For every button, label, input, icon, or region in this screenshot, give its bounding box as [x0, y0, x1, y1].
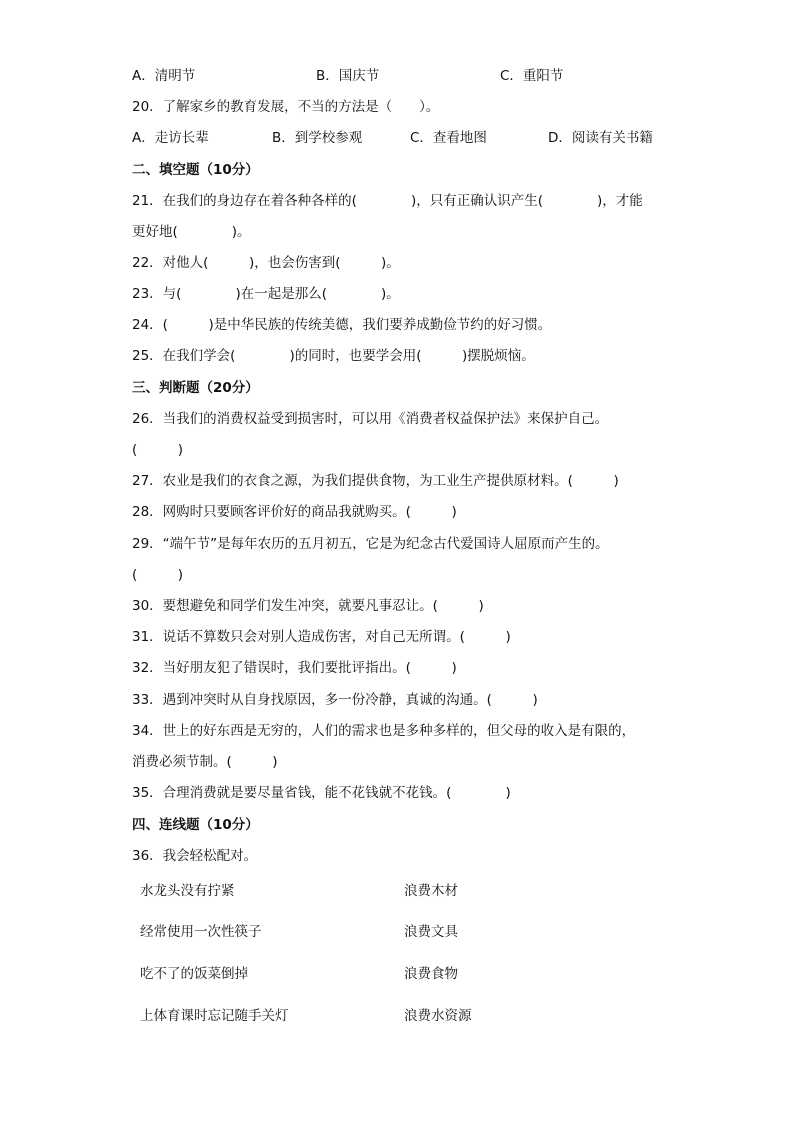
match-right-item: 浪费木材: [404, 883, 458, 899]
q27: 27．农业是我们的衣食之源，为我们提供食物，为工业生产提供原材料。( ): [132, 473, 619, 489]
q24: 24．( )是中华民族的传统美德，我们要养成勤俭节约的好习惯。: [132, 317, 552, 333]
match-left-item: 上体育课时忘记随手关灯: [140, 1008, 289, 1024]
section-heading-true-false: 三、判断题（20分）: [132, 380, 259, 396]
q19-option-a: A．清明节: [132, 68, 196, 84]
q32: 32．当好朋友犯了错误时，我们要批评指出。( ): [132, 660, 457, 676]
q29-line2: ( ): [132, 567, 184, 583]
match-left-item: 经常使用一次性筷子: [140, 924, 262, 940]
q20-option-d: D．阅读有关书籍: [548, 130, 653, 146]
match-right-item: 浪费水资源: [404, 1008, 472, 1024]
section-heading-matching: 四、连线题（10分）: [132, 817, 259, 833]
q20-option-c: C．查看地图: [410, 130, 487, 146]
q19-option-c: C．重阳节: [500, 68, 564, 84]
q23: 23．与( )在一起是那么( )。: [132, 286, 400, 302]
q30: 30．要想避免和同学们发生冲突，就要凡事忍让。( ): [132, 598, 484, 614]
q21-line2: 更好地( )。: [132, 224, 251, 240]
q35: 35．合理消费就是要尽量省钱，能不花钱就不花钱。( ): [132, 785, 511, 801]
q29-line1: 29．“端午节”是每年农历的五月初五，它是为纪念古代爱国诗人屈原而产生的。: [132, 536, 609, 552]
q26-line2: ( ): [132, 442, 184, 458]
match-left-item: 水龙头没有拧紧: [140, 883, 235, 899]
match-left-item: 吃不了的饭菜倒掉: [140, 966, 248, 982]
q33: 33．遇到冲突时从自身找原因，多一份冷静，真诚的沟通。( ): [132, 692, 538, 708]
section-heading-fill-in: 二、填空题（10分）: [132, 162, 259, 178]
q26-line1: 26．当我们的消费权益受到损害时，可以用《消费者权益保护法》来保护自己。: [132, 411, 609, 427]
q20-option-a: A．走访长辈: [132, 130, 209, 146]
q36-stem: 36．我会轻松配对。: [132, 848, 258, 864]
q22: 22．对他人( )，也会伤害到( )。: [132, 255, 400, 271]
q34-line1: 34．世上的好东西是无穷的，人们的需求也是多种多样的，但父母的收入是有限的，: [132, 723, 636, 739]
q19-option-b: B．国庆节: [316, 68, 380, 84]
q34-line2: 消费必须节制。( ): [132, 754, 278, 770]
q21-line1: 21．在我们的身边存在着各种各样的( )，只有正确认识产生( )，才能: [132, 193, 643, 209]
match-right-item: 浪费食物: [404, 966, 458, 982]
q31: 31．说话不算数只会对别人造成伤害，对自己无所谓。( ): [132, 629, 511, 645]
q28: 28．网购时只要顾客评价好的商品我就购买。( ): [132, 504, 457, 520]
q20-option-b: B．到学校参观: [272, 130, 363, 146]
q20-stem: 20．了解家乡的教育发展，不当的方法是（ ）。: [132, 99, 440, 115]
match-right-item: 浪费文具: [404, 924, 458, 940]
q25: 25．在我们学会( )的同时，也要学会用( )摆脱烦恼。: [132, 348, 535, 364]
